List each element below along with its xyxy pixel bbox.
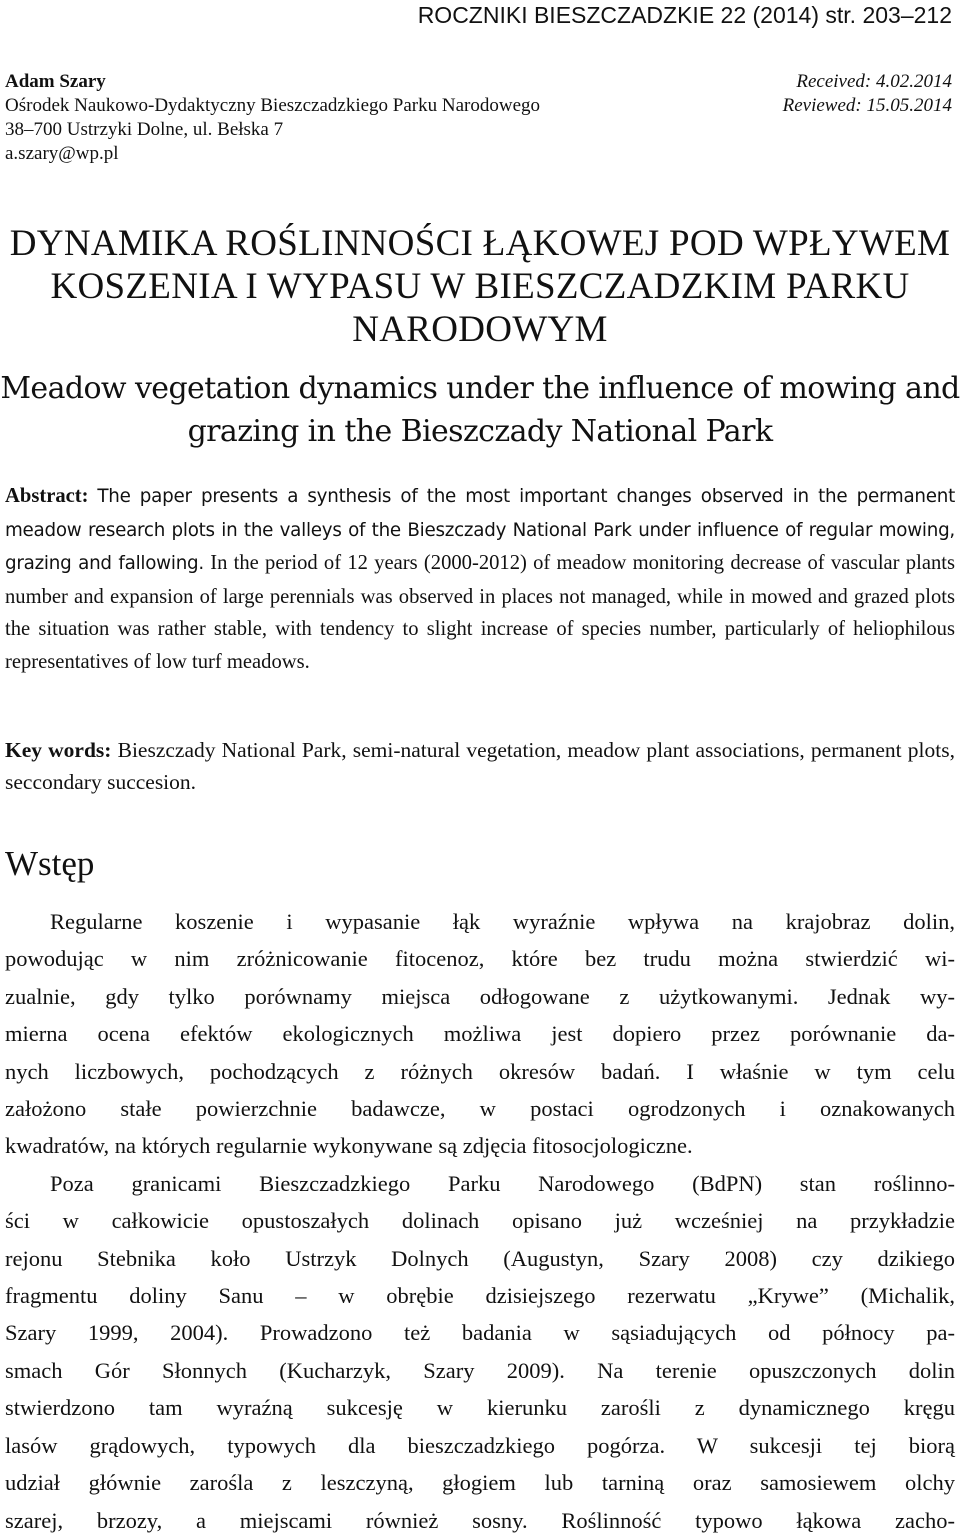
body-line: lasów grądowych, typowych dla bieszczadzkiego pogórza. W sukcesji tej biorą (5, 1432, 955, 1458)
author-affiliation: Ośrodek Naukowo-Dydaktyczny Bieszczadzkiego Parku Narodowego (5, 95, 540, 116)
body-line: udział głównie zarośla z leszczyną, głogiem lub tarniną oraz samosiewem olchy (5, 1470, 955, 1496)
body-line: powodując w nim zróżnicowanie fitocenoz, które bez trudu można stwierdzić wi- (5, 946, 955, 972)
journal-header: ROCZNIKI BIESZCZADZKIE 22 (2014) str. 203–212 (417, 2, 952, 28)
body-line: Szary 1999, 2004). Prowadzono też badania w sąsiadujących od północy pa- (5, 1320, 955, 1346)
section-heading: Wstęp (5, 844, 95, 883)
paragraph-1 (5, 903, 955, 1165)
article-title-english (0, 367, 960, 453)
reviewed-date: Reviewed: 15.05.2014 (782, 95, 952, 116)
title-pl-line: DYNAMIKA ROŚLINNOŚCI ŁĄKOWEJ POD WPŁYWEM (9, 223, 951, 264)
title-pl-line: NARODOWYM (352, 309, 608, 350)
body-line: ści w całkowicie opustoszałych dolinach opisano już wcześniej na przykładzie (5, 1208, 955, 1234)
body-line: fragmentu doliny Sanu – w obrębie dzisiejszego rezerwatu „Krywe” (Michalik, (5, 1283, 955, 1309)
body-line: rejonu Stebnika koło Ustrzyk Dolnych (Augustyn, Szary 2008) czy dzikiego (5, 1245, 955, 1271)
body-line: stwierdzono tam wyraźną sukcesję w kierunku zarośli z dynamicznego kręgu (5, 1395, 955, 1421)
keywords-text: Bieszczady National Park, semi-natural vegetation, meadow plant associations, permanent plots, seccondary succesion. (5, 738, 955, 794)
received-date: Received: 4.02.2014 (796, 71, 952, 92)
author-address: 38–700 Ustrzyki Dolne, ul. Bełska 7 (5, 119, 284, 140)
body-line: zualnie, gdy tylko porównamy miejsca odłogowane z użytkowanymi. Jednak wy- (5, 983, 955, 1009)
abstract-text: In the period of 12 years (2000-2012) of meadow monitoring decrease of vascular plants number and expansion of large perennials was observed in places not managed, while in mowed and grazed plots the situation was rather stable, with tendency to slight increase of species number, particularly of heliophilous representatives of low turf meadows. (5, 552, 955, 673)
abstract (5, 480, 955, 678)
body-line: smach Gór Słonnych (Kucharzyk, Szary 2009). Na terenie opuszczonych dolin (5, 1357, 955, 1383)
paragraph-2 (5, 1165, 955, 1539)
body-line: kwadratów, na których regularnie wykonywane są zdjęcia fitosocjologiczne. (5, 1133, 693, 1159)
title-en-line: Meadow vegetation dynamics under the influence of mowing and (0, 371, 960, 406)
abstract-text-condensed: The paper presents a synthesis of the most important changes observed in the permanent meadow research plots in the valleys of the Bieszczady National Park under influence of regular mowing, grazing and fallowing. (5, 486, 956, 574)
article-title-polish (0, 222, 960, 351)
body-line: Regularne koszenie i wypasanie łąk wyraźnie wpływa na krajobraz dolin, (50, 909, 955, 934)
body-line: założono stałe powierzchnie badawcze, w postaci ogrodzonych i oznakowanych (5, 1096, 955, 1122)
body-line: szarej, brzozy, a miejscami również sosny. Roślinność typowo łąkowa zacho- (5, 1507, 955, 1533)
keywords-label: Key words: (5, 738, 112, 762)
author-name: Adam Szary (5, 71, 106, 92)
body-line: nych liczbowych, pochodzących z różnych okresów badań. I właśnie w tym celu (5, 1058, 955, 1084)
keywords (5, 734, 955, 798)
title-en-line: grazing in the Bieszczady National Park (187, 414, 773, 449)
body-line: mierna ocena efektów ekologicznych możliwa jest dopiero przez porównanie da- (5, 1021, 955, 1047)
body-line: Poza granicami Bieszczadzkiego Parku Narodowego (BdPN) stan roślinno- (50, 1170, 955, 1196)
title-pl-line: KOSZENIA I WYPASU W BIESZCZADZKIM PARKU (50, 266, 910, 307)
dates-block (783, 70, 952, 118)
body-text (5, 903, 955, 1539)
abstract-label: Abstract: (5, 485, 89, 507)
author-email[interactable]: a.szary@wp.pl (5, 143, 119, 164)
author-block (5, 70, 540, 166)
